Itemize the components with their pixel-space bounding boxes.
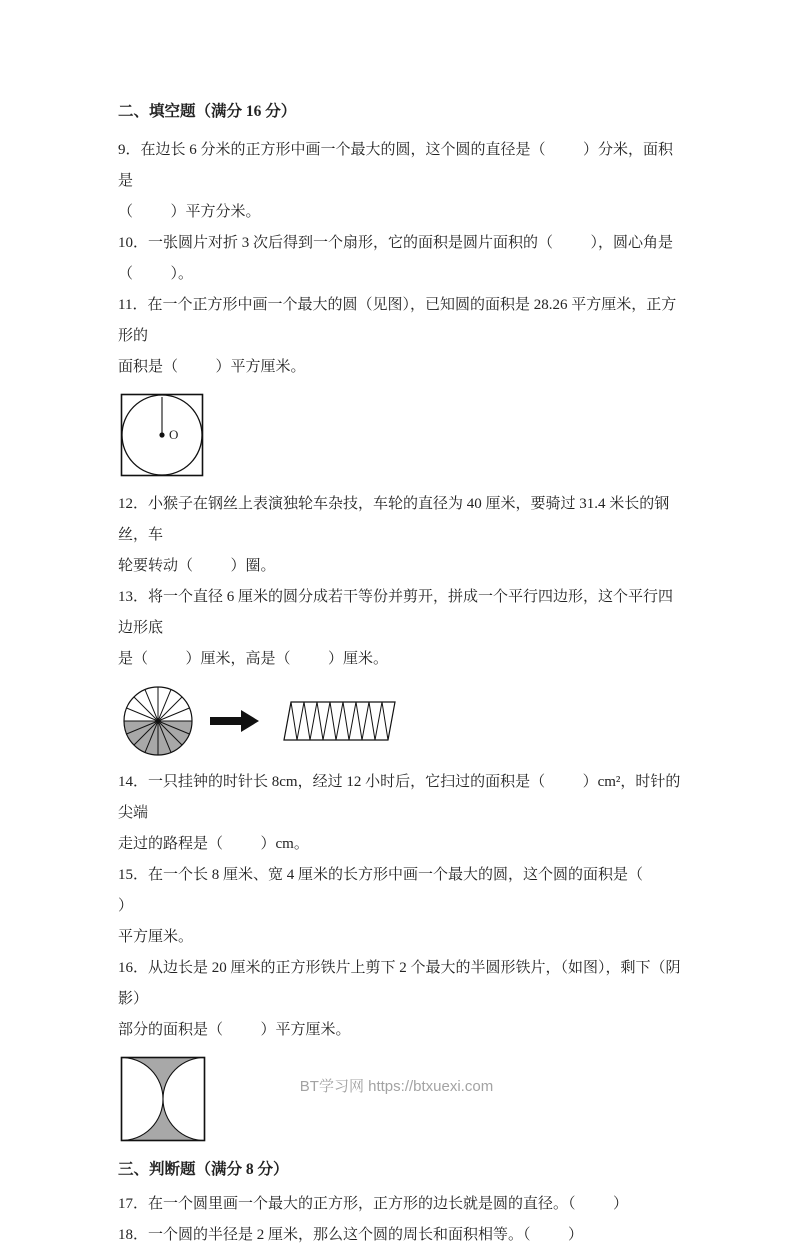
sector-circle-figure xyxy=(120,683,196,759)
question-10-line-1: 10．一张圆片对折 3 次后得到一个扇形，它的面积是圆片面积的（ ），圆心角是 xyxy=(118,235,674,251)
question-12-line-2: 轮要转动（ ）圈。 xyxy=(118,558,276,574)
question-9-line-1: 9．在边长 6 分米的正方形中画一个最大的圆，这个圆的直径是（ ）分米，面积是 xyxy=(118,142,674,189)
question-13-line-2: 是（ ）厘米，高是（ ）厘米。 xyxy=(118,651,389,667)
question-11-line-2: 面积是（ ）平方厘米。 xyxy=(118,359,306,375)
question-14-line-2: 走过的路程是（ ）cm。 xyxy=(118,836,309,852)
square-semicircles-svg xyxy=(120,1056,206,1142)
section-true-false-title: 三、判断题（满分 8 分） xyxy=(118,1161,289,1178)
question-14-line-1: 14．一只挂钟的时针长 8cm，经过 12 小时后，它扫过的面积是（ ）cm²，时针的尖端 xyxy=(118,774,681,821)
question-15-line-1: 15．在一个长 8 厘米、宽 4 厘米的长方形中画一个最大的圆，这个圆的面积是（ ） xyxy=(118,867,681,914)
q11-figure-inscribed-circle xyxy=(120,393,681,477)
question-16-line-2: 部分的面积是（ ）平方厘米。 xyxy=(118,1022,351,1038)
question-17-line-1: 17．在一个圆里画一个最大的正方形，正方形的边长就是圆的直径。（ ） xyxy=(118,1196,629,1212)
question-15-line-2: 平方厘米。 xyxy=(118,929,194,945)
parallelogram-figure xyxy=(274,696,404,746)
arrow-shape xyxy=(210,710,259,732)
inscribed-circle-svg xyxy=(120,393,206,477)
question-10-line-2: （ ）。 xyxy=(118,266,194,282)
question-16-line-1: 16．从边长是 20 厘米的正方形铁片上剪下 2 个最大的半圆形铁片，（如图），剩下（阴影） xyxy=(118,960,681,1007)
question-9-line-2: （ ）平方分米。 xyxy=(118,204,261,220)
question-18-line-1: 18．一个圆的半径是 2 厘米，那么这个圆的周长和面积相等。（ ） xyxy=(118,1227,584,1243)
arrow-right-icon xyxy=(210,708,260,734)
center-point xyxy=(159,432,164,437)
q16-figure-square-semicircles xyxy=(120,1056,681,1142)
center-label: O xyxy=(169,427,179,442)
question-13-line-1: 13．将一个直径 6 厘米的圆分成若干等份并剪开，拼成一个平行四边形，这个平行四边形底 xyxy=(118,589,674,636)
question-11-line-1: 11．在一个正方形中画一个最大的圆（见图），已知圆的面积是 28.26 平方厘米，正方形的 xyxy=(118,297,677,344)
question-12-line-1: 12．小猴子在钢丝上表演独轮车杂技，车轮的直径为 40 厘米，要骑过 31.4 米长的钢丝，车 xyxy=(118,496,670,543)
site-watermark: BT学习网 https://btxuexi.com xyxy=(299,1078,494,1095)
section-fill-blanks-title: 二、填空题（满分 16 分） xyxy=(118,103,297,120)
q13-figure-circle-to-parallelogram xyxy=(120,683,681,759)
sector-lines xyxy=(124,687,192,755)
